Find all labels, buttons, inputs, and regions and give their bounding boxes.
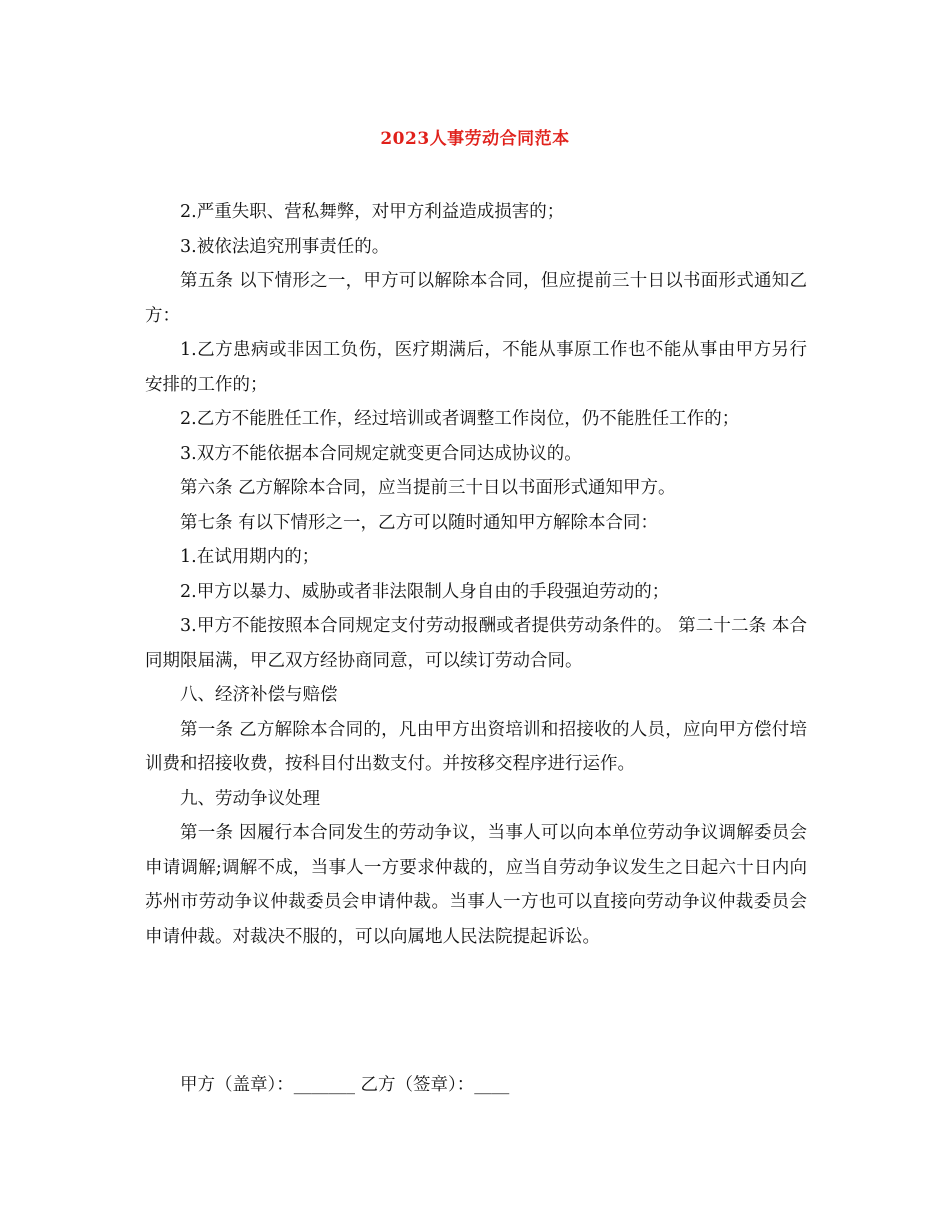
paragraph: 2.乙方不能胜任工作，经过培训或者调整工作岗位，仍不能胜任工作的； [180,409,740,429]
signature-line: 甲方（盖章）：_______ 乙方（签章）：____ [180,1075,510,1095]
paragraph: 1.乙方患病或非因工负伤，医疗期满后，不能从事原工作也不能从事由甲方另行安排的工作的； [145,340,807,395]
paragraph: 3.被依法追究刑事责任的。 [180,236,390,257]
paragraph: 2.甲方以暴力、威胁或者非法限制人身自由的手段强迫劳动的； [180,581,670,602]
section-heading: 八、经济补偿与赔偿 [180,685,338,705]
paragraph: 2.严重失职、营私舞弊，对甲方利益造成损害的； [180,202,565,222]
paragraph: 第一条 因履行本合同发生的劳动争议，当事人可以向本单位劳动争议调解委员会申请调解;调解不成，当事人一方要求仲裁的，应当自劳动争议发生之日起六十日内向苏州市劳动争议仲裁委员会申请仲裁。当事人一方也可以直接向劳动争议仲裁委员会申请仲裁。对裁决不服的，可以向属地人民法院提起诉讼。 [145,823,807,947]
document-body [145,195,807,954]
paragraph: 第六条 乙方解除本合同，应当提前三十日以书面形式通知甲方。 [180,478,676,498]
paragraph: 3.双方不能依据本合同规定就变更合同达成协议的。 [180,443,582,464]
paragraph: 1.在试用期内的； [180,547,320,567]
paragraph: 第五条 以下情形之一，甲方可以解除本合同，但应提前三十日以书面形式通知乙方： [145,271,807,326]
document-title: 2023人事劳动合同范本 [380,129,570,149]
paragraph: 3.甲方不能按照本合同规定支付劳动报酬或者提供劳动条件的。 第二十二条 本合同期限届满，甲乙双方经协商同意，可以续订劳动合同。 [145,616,807,671]
paragraph: 第一条 乙方解除本合同的，凡由甲方出资培训和招接收的人员，应向甲方偿付培训费和招接收费，按科目付出数支付。并按移交程序进行运作。 [145,719,807,774]
section-heading: 九、劳动争议处理 [180,788,320,809]
paragraph: 第七条 有以下情形之一，乙方可以随时通知甲方解除本合同： [180,512,659,533]
